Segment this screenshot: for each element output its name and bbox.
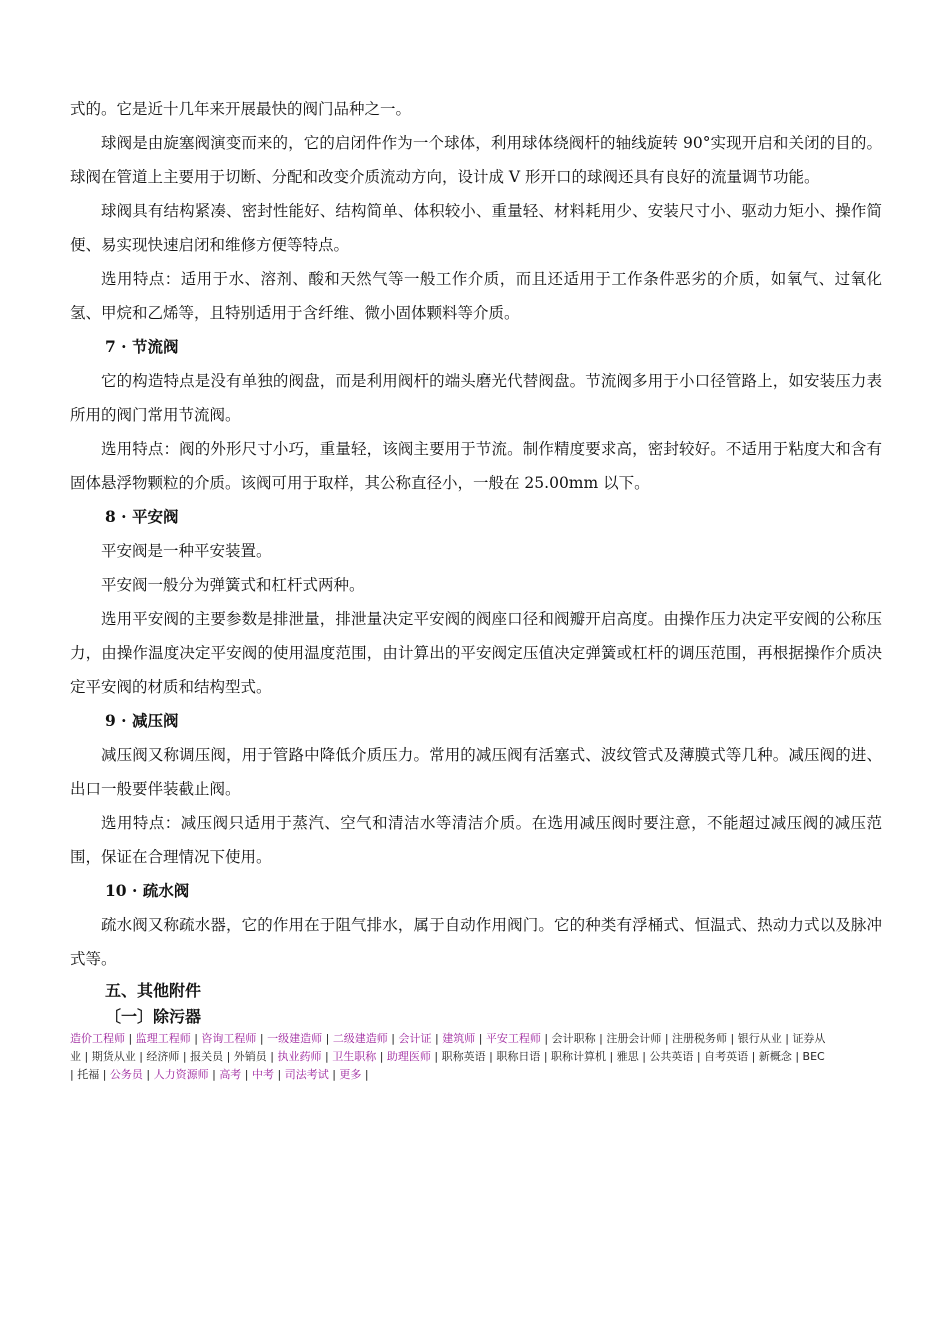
exam-links-footer <box>70 1030 830 1084</box>
exam-link[interactable]: 职称日语 <box>496 1050 541 1063</box>
exam-link[interactable]: BEC <box>802 1050 825 1063</box>
link-separator: | <box>595 1032 607 1045</box>
link-separator: | <box>748 1050 759 1063</box>
exam-link[interactable]: 职称计算机 <box>551 1050 607 1063</box>
exam-link[interactable]: 雅思 <box>616 1050 639 1063</box>
exam-link[interactable]: 咨询工程师 <box>201 1032 257 1045</box>
exam-link[interactable]: 证券从业 <box>70 1032 826 1063</box>
paragraph: 平安阀是一种平安装置。 <box>101 542 272 560</box>
exam-link[interactable]: 会计职称 <box>551 1032 596 1045</box>
heading-steam-trap: 10 · 疏水阀 <box>105 881 190 900</box>
exam-link[interactable]: 托福 <box>77 1068 100 1081</box>
exam-link[interactable]: 造价工程师 <box>70 1032 125 1045</box>
link-separator: | <box>125 1032 136 1045</box>
paragraph: 式的。它是近十几年来开展最快的阀门品种之一。 <box>70 100 412 118</box>
paragraph: 它的构造特点是没有单独的阀盘，而是利用阀杆的端头磨光代替阀盘。节流阀多用于小口径管路上，如安装压力表所用的阀门常用节流阀。 <box>70 372 882 424</box>
paragraph: 疏水阀又称疏水器，它的作用在于阻气排水，属于自动作用阀门。它的种类有浮桶式、恒温式、热动力式以及脉冲式等。 <box>70 916 882 968</box>
link-separator: | <box>475 1032 486 1045</box>
exam-link[interactable]: 公务员 <box>109 1068 143 1081</box>
heading-throttle-valve: 7 · 节流阀 <box>105 337 179 356</box>
link-separator: | <box>540 1050 552 1063</box>
link-separator: | <box>361 1068 369 1081</box>
paragraph: 选用特点：减压阀只适用于蒸汽、空气和清洁水等清洁介质。在选用减压阀时要注意，不能超过减压阀的减压范围，保证在合理情况下使用。 <box>70 814 882 866</box>
document-body <box>70 92 882 1084</box>
link-separator: | <box>485 1050 497 1063</box>
link-separator: | <box>99 1068 110 1081</box>
link-separator: | <box>81 1050 92 1063</box>
exam-link[interactable]: 注册会计师 <box>606 1032 662 1045</box>
exam-link[interactable]: 外销员 <box>233 1050 267 1063</box>
exam-link[interactable]: 公共英语 <box>649 1050 694 1063</box>
link-separator: | <box>791 1050 803 1063</box>
exam-link[interactable]: 注册税务师 <box>672 1032 728 1045</box>
exam-link[interactable]: 新概念 <box>758 1050 792 1063</box>
link-separator: | <box>241 1068 253 1081</box>
link-separator: | <box>322 1032 333 1045</box>
section-title: 五、其他附件 <box>105 981 202 1000</box>
exam-link[interactable]: 二级建造师 <box>332 1032 388 1045</box>
exam-link[interactable]: 自考英语 <box>704 1050 749 1063</box>
exam-link[interactable]: 人力资源师 <box>153 1068 209 1081</box>
link-separator: | <box>179 1050 191 1063</box>
link-separator: | <box>321 1050 333 1063</box>
heading-pressure-reducing-valve: 9 · 减压阀 <box>105 711 179 730</box>
link-separator: | <box>266 1050 278 1063</box>
exam-link[interactable]: 一级建造师 <box>267 1032 323 1045</box>
link-separator: | <box>606 1050 617 1063</box>
paragraph: 平安阀一般分为弹簧式和杠杆式两种。 <box>101 576 365 594</box>
exam-link[interactable]: 建筑师 <box>442 1032 476 1045</box>
exam-link[interactable]: 司法考试 <box>284 1068 329 1081</box>
exam-link[interactable]: 高考 <box>219 1068 242 1081</box>
exam-link[interactable]: 卫生职称 <box>332 1050 377 1063</box>
exam-link[interactable]: 更多 <box>339 1068 362 1081</box>
exam-link[interactable]: 执业药师 <box>277 1050 322 1063</box>
exam-link[interactable]: 经济师 <box>146 1050 180 1063</box>
paragraph: 减压阀又称调压阀，用于管路中降低介质压力。常用的减压阀有活塞式、波纹管式及薄膜式等几种。减压阀的进、出口一般要伴装截止阀。 <box>70 746 882 798</box>
link-separator: | <box>727 1032 738 1045</box>
link-separator: | <box>135 1050 147 1063</box>
exam-link[interactable]: 银行从业 <box>737 1032 782 1045</box>
link-separator: | <box>70 1068 78 1081</box>
exam-link[interactable]: 助理医师 <box>386 1050 431 1063</box>
link-separator: | <box>387 1032 399 1045</box>
link-separator: | <box>328 1068 340 1081</box>
link-separator: | <box>190 1032 202 1045</box>
paragraph: 选用特点：适用于水、溶剂、酸和天然气等一般工作介质，而且还适用于工作条件恶劣的介质，如氧气、过氧化氢、甲烷和乙烯等，且特别适用于含纤维、微小固体颗料等介质。 <box>70 270 882 322</box>
exam-link[interactable]: 会计证 <box>398 1032 432 1045</box>
link-separator: | <box>274 1068 285 1081</box>
link-separator: | <box>256 1032 268 1045</box>
paragraph: 选用平安阀的主要参数是排泄量，排泄量决定平安阀的阀座口径和阀瓣开启高度。由操作压力决定平安阀的公称压力，由操作温度决定平安阀的使用温度范围，由计算出的平安阀定压值决定弹簧或杠杆的调压范围，再根据操作介质决定平安阀的材质和结构型式。 <box>70 610 882 696</box>
paragraph: 球阀具有结构紧凑、密封性能好、结构简单、体积较小、重量轻、材料耗用少、安装尺寸小、驱动力矩小、操作简便、易实现快速启闭和维修方便等特点。 <box>70 202 882 254</box>
exam-link[interactable]: 中考 <box>252 1068 275 1081</box>
exam-link[interactable]: 期货从业 <box>91 1050 136 1063</box>
paragraph: 球阀是由旋塞阀演变而来的，它的启闭件作为一个球体，利用球体绕阀杆的轴线旋转 90°实现开启和关闭的目的。球阀在管道上主要用于切断、分配和改变介质流动方向，设计成 V 形开口的球阀还具有良好的流量调节功能。 <box>70 134 882 186</box>
link-separator: | <box>431 1032 443 1045</box>
paragraph: 选用特点：阀的外形尺寸小巧，重量轻，该阀主要用于节流。制作精度要求高，密封较好。不适用于粘度大和含有固体悬浮物颗粒的介质。该阀可用于取样，其公称直径小，一般在 25.00mm 以下。 <box>70 440 882 492</box>
link-separator: | <box>376 1050 387 1063</box>
heading-safety-valve: 8 · 平安阀 <box>105 507 179 526</box>
link-separator: | <box>223 1050 234 1063</box>
exam-link[interactable]: 平安工程师 <box>485 1032 541 1045</box>
exam-link[interactable]: 监理工程师 <box>135 1032 191 1045</box>
link-separator: | <box>540 1032 552 1045</box>
link-separator: | <box>208 1068 220 1081</box>
exam-link[interactable]: 报关员 <box>190 1050 224 1063</box>
link-separator: | <box>661 1032 673 1045</box>
link-separator: | <box>638 1050 650 1063</box>
link-separator: | <box>693 1050 705 1063</box>
subsection-title: 〔一〕除污器 <box>105 1007 202 1026</box>
link-separator: | <box>142 1068 154 1081</box>
exam-link[interactable]: 职称英语 <box>441 1050 486 1063</box>
link-separator: | <box>430 1050 442 1063</box>
link-separator: | <box>781 1032 793 1045</box>
